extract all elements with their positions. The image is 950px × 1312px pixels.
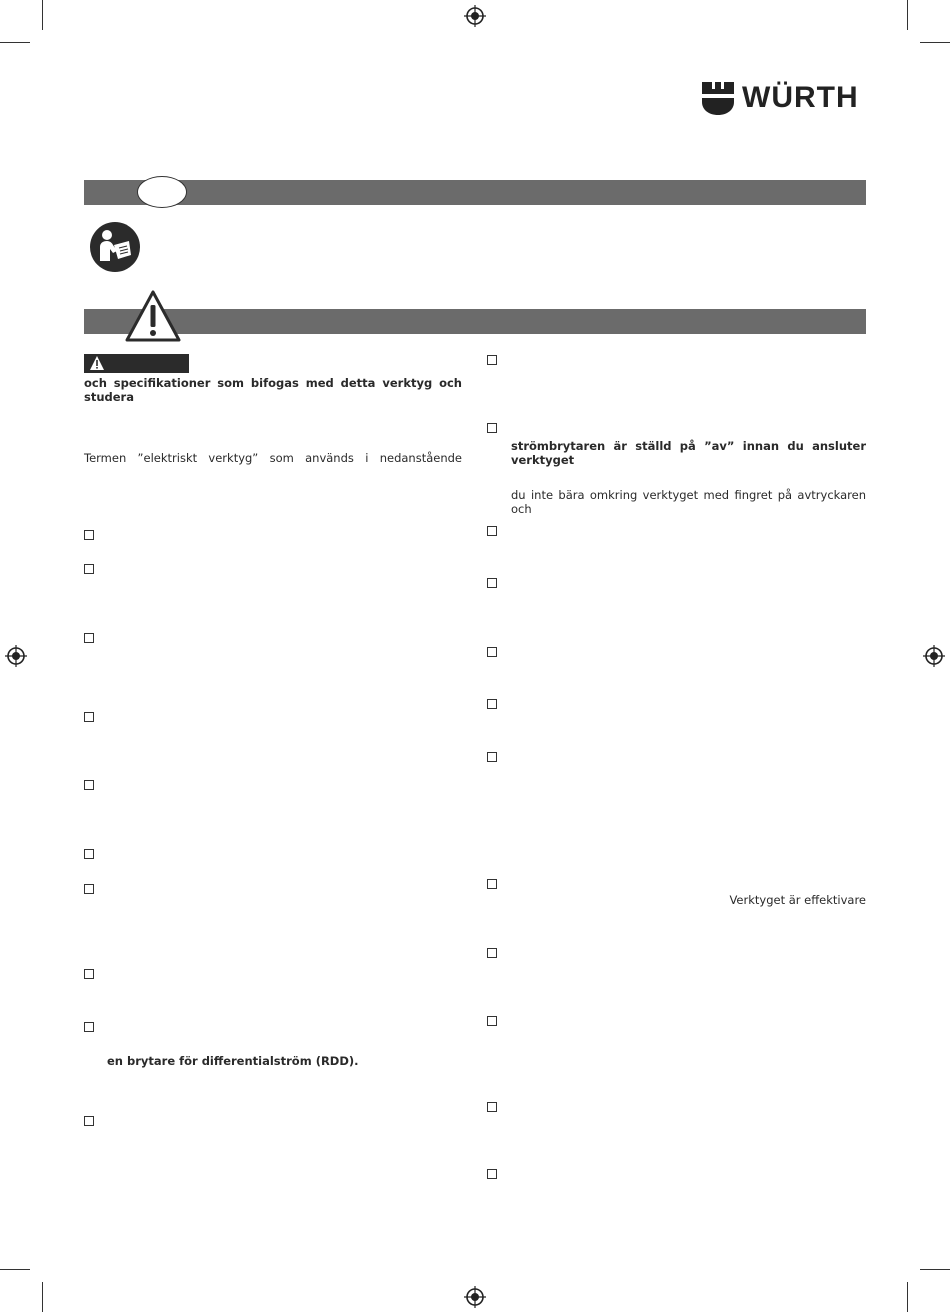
section-bar-top (84, 180, 866, 205)
term-text: Termen ”elektriskt verktyg” som används i nedanstående (84, 451, 462, 465)
rdd-bold-text: en brytare för differentialström (RDD). (107, 1054, 359, 1068)
checkbox-icon (84, 1022, 94, 1032)
brand-name: WÜRTH (742, 81, 859, 114)
checkbox-icon (84, 564, 94, 574)
checkbox-icon (487, 578, 497, 588)
checkbox-icon (84, 849, 94, 859)
registration-mark-icon (464, 1286, 486, 1308)
checkbox-icon (487, 355, 497, 365)
checkbox-icon (487, 1169, 497, 1179)
checkbox-icon (84, 1116, 94, 1126)
checkbox-icon (84, 969, 94, 979)
checkbox-icon (487, 1102, 497, 1112)
checkbox-icon (487, 879, 497, 889)
registration-mark-icon (5, 645, 27, 667)
carry-text: du inte bära omkring verktyget med fingret på avtryckaren och (511, 488, 866, 516)
crop-mark-tr-v (907, 0, 908, 30)
warning-triangle-icon (124, 289, 182, 343)
language-tab (137, 176, 187, 208)
checkbox-icon (84, 712, 94, 722)
checkbox-icon (84, 633, 94, 643)
checkbox-icon (487, 752, 497, 762)
intro-bold-text: och specifikationer som bifogas med detta verktyg och studera (84, 376, 462, 404)
checkbox-icon (487, 699, 497, 709)
read-manual-icon (89, 221, 141, 273)
crop-mark-tr-h (920, 42, 950, 43)
crop-mark-bl-h (0, 1269, 30, 1270)
wurth-logo-icon (700, 80, 736, 116)
effective-text: Verktyget är effektivare (729, 893, 866, 907)
checkbox-icon (487, 948, 497, 958)
crop-mark-bl-v (42, 1282, 43, 1312)
registration-mark-icon (923, 645, 945, 667)
checkbox-icon (487, 526, 497, 536)
checkbox-icon (84, 780, 94, 790)
small-warning-icon (89, 355, 105, 371)
crop-mark-br-v (907, 1282, 908, 1312)
switch-bold-text: strömbrytaren är ställd på ”av” innan du ansluter verktyget (511, 439, 866, 467)
registration-mark-icon (464, 5, 486, 27)
crop-mark-br-h (920, 1269, 950, 1270)
crop-mark-tl-v (42, 0, 43, 30)
crop-mark-tl-h (0, 42, 30, 43)
checkbox-icon (84, 884, 94, 894)
checkbox-icon (487, 647, 497, 657)
checkbox-icon (84, 530, 94, 540)
checkbox-icon (487, 1016, 497, 1026)
section-bar-warning (84, 309, 866, 334)
checkbox-icon (487, 423, 497, 433)
